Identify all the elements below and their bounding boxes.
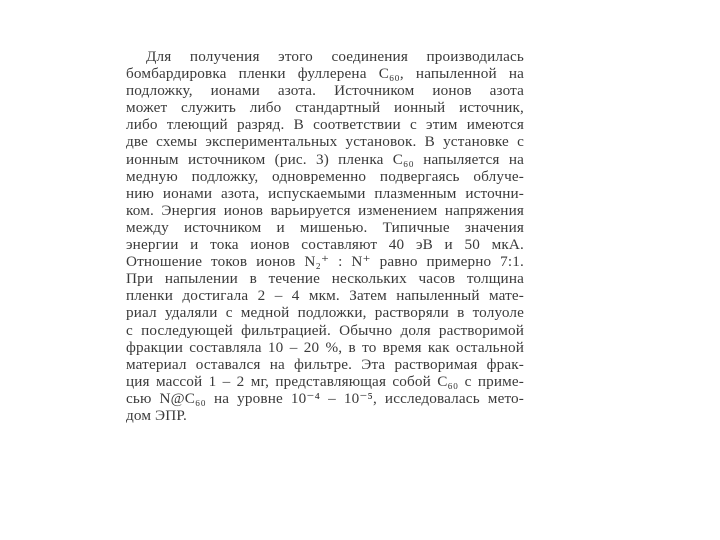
text-line: риал удаляли с медной подложки, растворяли в толуоле bbox=[126, 304, 524, 322]
text-line: может служить либо стандартный ионный источник, bbox=[126, 99, 524, 117]
text-line: либо тлеющий разряд. В соответствии с этим имеются bbox=[126, 116, 524, 134]
text-line: пленки достигала 2 – 4 мкм. Затем напыленный мате- bbox=[126, 287, 524, 305]
text-line: При напылении в течение нескольких часов толщина bbox=[126, 270, 524, 288]
text-line: между источником и мишенью. Типичные значения bbox=[126, 218, 524, 236]
text-line: Отношение токов ионов N₂⁺ : N⁺ равно примерно 7:1. bbox=[126, 253, 524, 271]
text-line: дом ЭПР. bbox=[126, 406, 187, 424]
text-line: ионным источником (рис. 3) пленка C₆₀ напыляется на bbox=[126, 150, 524, 168]
text-line: бомбардировка пленки фуллерена C₆₀, напыленной на bbox=[126, 65, 524, 83]
text-line: подложку, ионами азота. Источником ионов азота bbox=[126, 82, 524, 100]
text-line: ция массой 1 – 2 мг, представляющая собой C₆₀ с приме- bbox=[126, 372, 524, 390]
text-line: нию ионами азота, испускаемыми плазменным источни- bbox=[126, 184, 524, 202]
text-line: материал оставался на фильтре. Эта растворимая фрак- bbox=[126, 355, 524, 373]
text-line: медную подложку, одновременно подвергаясь облуче- bbox=[126, 167, 524, 185]
text-line: с последующей фильтрацией. Обычно доля растворимой bbox=[126, 321, 524, 339]
text-line: Для получения этого соединения производилась bbox=[146, 48, 524, 65]
text-line: ком. Энергия ионов варьируется изменением напряжения bbox=[126, 201, 524, 219]
text-line: энергии и тока ионов составляют 40 эВ и 50 мкА. bbox=[126, 236, 524, 254]
text-line: фракции составляла 10 – 20 %, в то время как остальной bbox=[126, 338, 524, 356]
text-line: две схемы экспериментальных установок. В установке с bbox=[126, 133, 524, 151]
paragraph bbox=[126, 48, 524, 424]
text-line: сью N@C₆₀ на уровне 10⁻⁴ – 10⁻⁵, исследовалась мето- bbox=[126, 389, 524, 407]
